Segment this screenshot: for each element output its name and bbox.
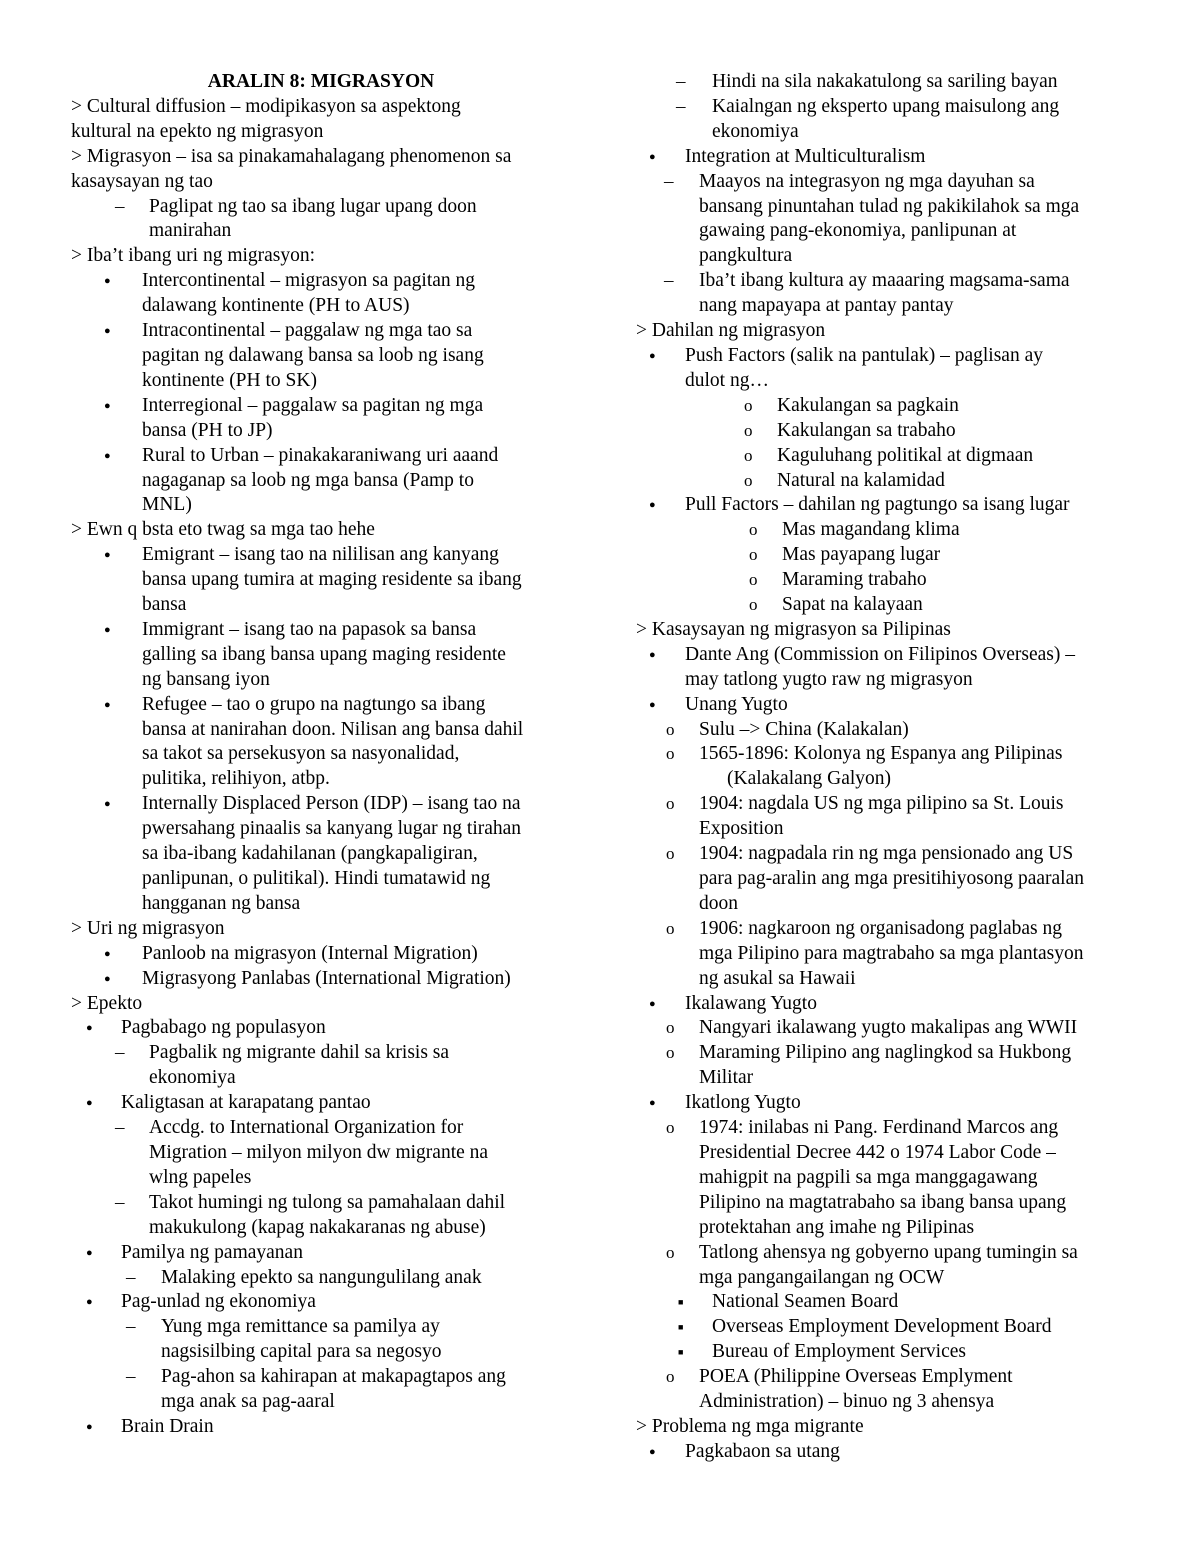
line-text: Pamilya ng pamayanan: [121, 1241, 303, 1263]
line-text: Iba’t ibang kultura ay maaaring magsama-sama: [699, 270, 1070, 292]
line-text: gawaing pang-ekonomiya, panlipunan at: [699, 220, 1017, 242]
line-text: > Problema ng mga migrante: [636, 1415, 864, 1437]
text-line: [71, 942, 571, 967]
bullet-icon: ●: [104, 798, 111, 811]
text-line: [71, 767, 571, 792]
text-line: [71, 344, 571, 369]
bullet-icon: ●: [649, 150, 656, 163]
text-line: [636, 1415, 1136, 1440]
bullet-icon: ●: [649, 648, 656, 661]
line-text: 1974: inilabas ni Pang. Ferdinand Marcos ang: [699, 1117, 1059, 1139]
text-line: [71, 1266, 571, 1291]
text-line: [636, 344, 1136, 369]
line-text: MNL): [142, 494, 192, 516]
text-line: [636, 444, 1136, 469]
text-line: [71, 1365, 571, 1390]
right-column: [636, 70, 1136, 1465]
text-line: [71, 145, 571, 170]
text-line: [636, 1016, 1136, 1041]
text-line: [71, 1390, 571, 1415]
text-line: [636, 742, 1136, 767]
circle-bullet-icon: o: [666, 1367, 675, 1387]
text-line: [71, 718, 571, 743]
line-text: Brain Drain: [121, 1415, 214, 1437]
text-line: [636, 668, 1136, 693]
square-bullet-icon: ■: [678, 1322, 684, 1333]
line-text: pagitan ng dalawang bansa sa loob ng isang: [142, 344, 484, 366]
circle-bullet-icon: o: [744, 395, 753, 415]
text-line: [71, 668, 571, 693]
text-line: [636, 244, 1136, 269]
text-line: [636, 1390, 1136, 1415]
text-line: [71, 1241, 571, 1266]
text-line: [636, 1340, 1136, 1365]
line-text: pulitika, relihiyon, atbp.: [142, 768, 330, 790]
line-text: Emigrant – isang tao na nililisan ang kanyang: [142, 544, 499, 566]
line-text: POEA (Philippine Overseas Emplyment: [699, 1366, 1013, 1388]
line-text: nagsisilbing capital para sa negosyo: [161, 1341, 442, 1363]
line-text: Rural to Urban – pinakakaraniwang uri aaand: [142, 444, 499, 466]
text-line: [71, 419, 571, 444]
text-line: [636, 817, 1136, 842]
line-text: Intercontinental – migrasyon sa pagitan ng: [142, 270, 476, 292]
left-column: [71, 70, 571, 1440]
line-text: bansa upang tumira at maging residente sa ibang: [142, 569, 522, 591]
text-line: [636, 493, 1136, 518]
circle-bullet-icon: o: [666, 744, 675, 764]
circle-bullet-icon: o: [666, 719, 675, 739]
line-text: bansa at nanirahan doon. Nilisan ang bansa dahil: [142, 718, 524, 740]
dash-marker: –: [126, 1366, 136, 1388]
line-text: National Seamen Board: [712, 1291, 899, 1313]
line-text: sa takot sa persekusyon sa nasyonalidad,: [142, 743, 460, 765]
text-line: [71, 1315, 571, 1340]
bullet-icon: ●: [104, 623, 111, 636]
text-line: [636, 693, 1136, 718]
text-line: [636, 170, 1136, 195]
text-line: [71, 643, 571, 668]
line-text: hangganan ng bansa: [142, 892, 301, 914]
text-line: [71, 543, 571, 568]
circle-bullet-icon: o: [749, 520, 758, 540]
text-line: [71, 842, 571, 867]
bullet-icon: ●: [86, 1246, 93, 1259]
dash-marker: –: [115, 195, 125, 217]
text-line: [71, 1141, 571, 1166]
line-text: kontinente (PH to SK): [142, 369, 317, 391]
text-line: [636, 369, 1136, 394]
text-line: [71, 394, 571, 419]
text-line: [71, 568, 571, 593]
square-bullet-icon: ■: [678, 1297, 684, 1308]
dash-marker: –: [115, 1191, 125, 1213]
line-text: Sapat na kalayaan: [782, 594, 923, 616]
dash-marker: –: [664, 270, 674, 292]
text-line: [636, 917, 1136, 942]
text-line: [71, 1116, 571, 1141]
circle-bullet-icon: o: [666, 1242, 675, 1262]
line-text: Mas magandang klima: [782, 519, 960, 541]
line-text: ng asukal sa Hawaii: [699, 967, 856, 989]
bullet-icon: ●: [649, 349, 656, 362]
bullet-icon: ●: [649, 997, 656, 1010]
dash-marker: –: [676, 95, 686, 117]
text-line: [636, 842, 1136, 867]
line-text: galling sa ibang bansa upang maging residente: [142, 643, 506, 665]
line-text: 1565-1896: Kolonya ng Espanya ang Pilipinas: [699, 743, 1063, 765]
text-line: [636, 1290, 1136, 1315]
line-text: Pag-unlad ng ekonomiya: [121, 1291, 316, 1313]
text-line: [636, 319, 1136, 344]
line-text: Maraming trabaho: [782, 569, 927, 591]
line-text: Internally Displaced Person (IDP) – isang tao na: [142, 793, 521, 815]
bullet-icon: ●: [86, 1097, 93, 1110]
text-line: [71, 618, 571, 643]
text-line: [636, 1216, 1136, 1241]
line-text: Intracontinental – paggalaw ng mga tao sa: [142, 320, 473, 342]
circle-bullet-icon: o: [744, 470, 753, 490]
line-text: Pagbabago ng populasyon: [121, 1017, 326, 1039]
text-line: [636, 643, 1136, 668]
text-line: [71, 518, 571, 543]
text-line: [636, 269, 1136, 294]
line-text: nang mapayapa at pantay pantay: [699, 295, 954, 317]
line-text: > Uri ng migrasyon: [71, 917, 225, 939]
text-line: [636, 1166, 1136, 1191]
line-text: 1906: nagkaroon ng organisadong paglabas ng: [699, 917, 1063, 939]
circle-bullet-icon: o: [666, 1018, 675, 1038]
line-text: Kaguluhang politikal at digmaan: [777, 444, 1034, 466]
line-text: > Dahilan ng migrasyon: [636, 320, 826, 342]
line-text: Yung mga remittance sa pamilya ay: [161, 1316, 440, 1338]
line-text: kasaysayan ng tao: [71, 170, 213, 192]
line-text: Kaligtasan at karapatang pantao: [121, 1092, 371, 1114]
text-line: [636, 518, 1136, 543]
bullet-icon: ●: [86, 1022, 93, 1035]
line-text: may tatlong yugto raw ng migrasyon: [685, 668, 973, 690]
line-text: Kaialngan ng eksperto upang maisulong ang: [712, 95, 1060, 117]
text-line: [71, 195, 571, 220]
text-line: [71, 693, 571, 718]
text-line: [71, 244, 571, 269]
bullet-icon: ●: [104, 399, 111, 412]
circle-bullet-icon: o: [749, 595, 758, 615]
circle-bullet-icon: o: [666, 1118, 675, 1138]
line-text: Ikalawang Yugto: [685, 992, 817, 1014]
line-text: bansa (PH to JP): [142, 419, 273, 441]
line-text: protektahan ang imahe ng Pilipinas: [699, 1216, 975, 1238]
bullet-icon: ●: [649, 698, 656, 711]
bullet-icon: ●: [86, 1420, 93, 1433]
text-line: [636, 1066, 1136, 1091]
dash-marker: –: [126, 1316, 136, 1338]
line-text: mga pangangailangan ng OCW: [699, 1266, 945, 1288]
circle-bullet-icon: o: [666, 794, 675, 814]
text-line: [636, 593, 1136, 618]
text-line: [636, 718, 1136, 743]
line-text: Nangyari ikalawang yugto makalipas ang WWII: [699, 1017, 1078, 1039]
line-text: Ikatlong Yugto: [685, 1092, 801, 1114]
line-text: ng bansang iyon: [142, 668, 270, 690]
dash-marker: –: [115, 1117, 125, 1139]
line-text: pangkultura: [699, 245, 793, 267]
line-text: Migrasyong Panlabas (International Migration): [142, 967, 511, 989]
bullet-icon: ●: [649, 499, 656, 512]
dash-marker: –: [115, 1042, 125, 1064]
text-line: [636, 394, 1136, 419]
circle-bullet-icon: o: [744, 420, 753, 440]
text-line: [71, 1091, 571, 1116]
text-line: [636, 992, 1136, 1017]
line-text: Accdg. to International Organization for: [149, 1117, 464, 1139]
square-bullet-icon: ■: [678, 1347, 684, 1358]
bullet-icon: ●: [104, 325, 111, 338]
line-text: bansa: [142, 594, 187, 616]
text-line: [636, 1091, 1136, 1116]
text-line: [71, 469, 571, 494]
text-line: [636, 967, 1136, 992]
line-text: mga anak sa pag-aaral: [161, 1391, 335, 1413]
text-line: [71, 269, 571, 294]
text-line: [71, 593, 571, 618]
text-line: [71, 1415, 571, 1440]
bullet-icon: ●: [104, 972, 111, 985]
line-text: bansang pinuntahan tulad ng pakikilahok sa mga: [699, 195, 1080, 217]
circle-bullet-icon: o: [666, 1043, 675, 1063]
dash-marker: –: [676, 71, 686, 92]
line-text: (Kalakalang Galyon): [727, 768, 892, 790]
line-text: Pag-ahon sa kahirapan at makapagtapos ang: [161, 1366, 506, 1388]
line-text: > Epekto: [71, 992, 143, 1014]
line-text: Tatlong ahensya ng gobyerno upang tumingin sa: [699, 1241, 1078, 1263]
text-line: [71, 817, 571, 842]
line-text: pwersahang pinaalis sa kanyang lugar ng tirahan: [142, 818, 522, 840]
text-line: [71, 294, 571, 319]
text-line: [71, 1191, 571, 1216]
text-line: [636, 767, 1136, 792]
bullet-icon: ●: [104, 549, 111, 562]
line-text: Sulu –> China (Kalakalan): [699, 718, 909, 740]
line-text: Pilipino na magtatrabaho sa ibang bansa upang: [699, 1191, 1067, 1213]
line-text: Exposition: [699, 818, 784, 840]
text-line: [71, 219, 571, 244]
line-text: mahigpit na pagpili sa mga manggagawang: [699, 1166, 1038, 1188]
line-text: Panloob na migrasyon (Internal Migration): [142, 942, 478, 964]
text-line: [636, 1440, 1136, 1465]
line-text: para pag-aralin ang mga presitihiyosong paaralan: [699, 868, 1084, 889]
text-line: [636, 618, 1136, 643]
circle-bullet-icon: o: [744, 445, 753, 465]
line-text: panlipunan, o pulitikal). Hindi tumatawid ng: [142, 868, 491, 889]
text-line: [71, 319, 571, 344]
text-line: [71, 1340, 571, 1365]
text-line: [71, 892, 571, 917]
line-text: wlng papeles: [149, 1166, 252, 1188]
line-text: 1904: nagpadala rin ng mga pensionado ang US: [699, 843, 1074, 865]
circle-bullet-icon: o: [666, 918, 675, 938]
text-line: [71, 1041, 571, 1066]
text-line: [636, 469, 1136, 494]
line-text: dulot ng…: [685, 369, 769, 391]
text-line: [71, 95, 571, 120]
text-line: [636, 1365, 1136, 1390]
circle-bullet-icon: o: [666, 844, 675, 864]
line-text: Push Factors (salik na pantulak) – paglisan ay: [685, 344, 1043, 366]
text-line: [636, 792, 1136, 817]
text-line: [636, 1141, 1136, 1166]
line-text: Refugee – tao o grupo na nagtungo sa ibang: [142, 693, 486, 715]
dash-marker: –: [664, 170, 674, 192]
line-text: > Kasaysayan ng migrasyon sa Pilipinas: [636, 618, 951, 640]
line-text: doon: [699, 892, 738, 914]
bullet-icon: ●: [104, 449, 111, 462]
text-line: [71, 792, 571, 817]
bullet-icon: ●: [104, 275, 111, 288]
text-line: [636, 867, 1136, 892]
line-text: Migration – milyon milyon dw migrante na: [149, 1141, 489, 1163]
line-text: > Ewn q bsta eto twag sa mga tao hehe: [71, 519, 375, 541]
line-text: > Iba’t ibang uri ng migrasyon:: [71, 245, 316, 267]
text-line: [71, 1216, 571, 1241]
text-line: [636, 419, 1136, 444]
text-line: [71, 967, 571, 992]
line-text: Pagkabaon sa utang: [685, 1440, 840, 1462]
document-title: ARALIN 8: MIGRASYON: [207, 71, 435, 92]
line-text: dalawang kontinente (PH to AUS): [142, 295, 410, 317]
text-line: [636, 1191, 1136, 1216]
line-text: Dante Ang (Commission on Filipinos Overseas) –: [685, 643, 1075, 665]
text-line: [71, 120, 571, 145]
text-line: [71, 493, 571, 518]
line-text: Kakulangan sa trabaho: [777, 419, 956, 441]
text-line: [636, 892, 1136, 917]
text-line: [71, 742, 571, 767]
text-line: [636, 568, 1136, 593]
text-line: [636, 942, 1136, 967]
line-text: ekonomiya: [149, 1067, 236, 1089]
text-line: [636, 195, 1136, 220]
line-text: > Cultural diffusion – modipikasyon sa aspektong: [71, 95, 461, 117]
line-text: Natural na kalamidad: [777, 469, 945, 491]
line-text: Pull Factors – dahilan ng pagtungo sa isang lugar: [685, 494, 1070, 516]
text-line: [71, 444, 571, 469]
line-text: Kakulangan sa pagkain: [777, 394, 959, 416]
text-line: [71, 1016, 571, 1041]
text-line: [636, 1116, 1136, 1141]
circle-bullet-icon: o: [749, 545, 758, 565]
text-line: [636, 1241, 1136, 1266]
line-text: Integration at Multiculturalism: [685, 145, 926, 167]
bullet-icon: ●: [649, 1097, 656, 1110]
line-text: > Migrasyon – isa sa pinakamahalagang phenomenon sa: [71, 145, 512, 167]
line-text: nagaganap sa loob ng mga bansa (Pamp to: [142, 469, 474, 491]
text-line: [636, 219, 1136, 244]
text-line: [636, 120, 1136, 145]
text-line: [636, 1315, 1136, 1340]
line-text: Bureau of Employment Services: [712, 1341, 966, 1363]
line-text: Mas payapang lugar: [782, 544, 941, 566]
line-text: Takot humingi ng tulong sa pamahalaan dahil: [149, 1191, 506, 1213]
line-text: Hindi na sila nakakatulong sa sariling bayan: [712, 71, 1058, 92]
line-text: Unang Yugto: [685, 693, 788, 715]
line-text: ekonomiya: [712, 120, 799, 142]
text-line: [71, 1290, 571, 1315]
text-line: [636, 294, 1136, 319]
circle-bullet-icon: o: [749, 570, 758, 590]
line-text: Immigrant – isang tao na papasok sa bansa: [142, 618, 477, 640]
line-text: makukulong (kapag nakakaranas ng abuse): [149, 1216, 486, 1238]
text-line: [71, 917, 571, 942]
bullet-icon: ●: [86, 1296, 93, 1309]
line-text: Maayos na integrasyon ng mga dayuhan sa: [699, 170, 1035, 192]
line-text: mga Pilipino para magtrabaho sa mga plantasyon: [699, 942, 1084, 964]
bullet-icon: ●: [104, 698, 111, 711]
line-text: Militar: [699, 1067, 754, 1089]
bullet-icon: ●: [649, 1445, 656, 1458]
text-line: [71, 170, 571, 195]
line-text: Pagbalik ng migrante dahil sa krisis sa: [149, 1042, 450, 1064]
text-line: [71, 1066, 571, 1091]
line-text: Interregional – paggalaw sa pagitan ng mga: [142, 394, 484, 416]
line-text: Overseas Employment Development Board: [712, 1316, 1052, 1338]
line-text: kultural na epekto ng migrasyon: [71, 120, 324, 142]
line-text: sa iba-ibang kadahilanan (pangkapaligiran,: [142, 843, 478, 865]
line-text: Maraming Pilipino ang naglingkod sa Hukbong: [699, 1042, 1072, 1064]
line-text: Malaking epekto sa nangungulilang anak: [161, 1266, 482, 1288]
text-line: [71, 1166, 571, 1191]
dash-marker: –: [126, 1266, 136, 1288]
line-text: Administration) – binuo ng 3 ahensya: [699, 1391, 995, 1413]
text-line: [71, 867, 571, 892]
line-text: manirahan: [149, 220, 232, 242]
line-text: Presidential Decree 442 o 1974 Labor Code –: [699, 1141, 1056, 1163]
text-line: [636, 145, 1136, 170]
text-line: [71, 369, 571, 394]
text-line: [636, 70, 1136, 95]
bullet-icon: ●: [104, 947, 111, 960]
text-line: [636, 1041, 1136, 1066]
text-line: [636, 543, 1136, 568]
text-line: [636, 95, 1136, 120]
line-text: 1904: nagdala US ng mga pilipino sa St. Louis: [699, 793, 1064, 815]
text-line: [636, 1266, 1136, 1291]
text-line: [71, 992, 571, 1017]
line-text: Paglipat ng tao sa ibang lugar upang doon: [149, 195, 477, 217]
